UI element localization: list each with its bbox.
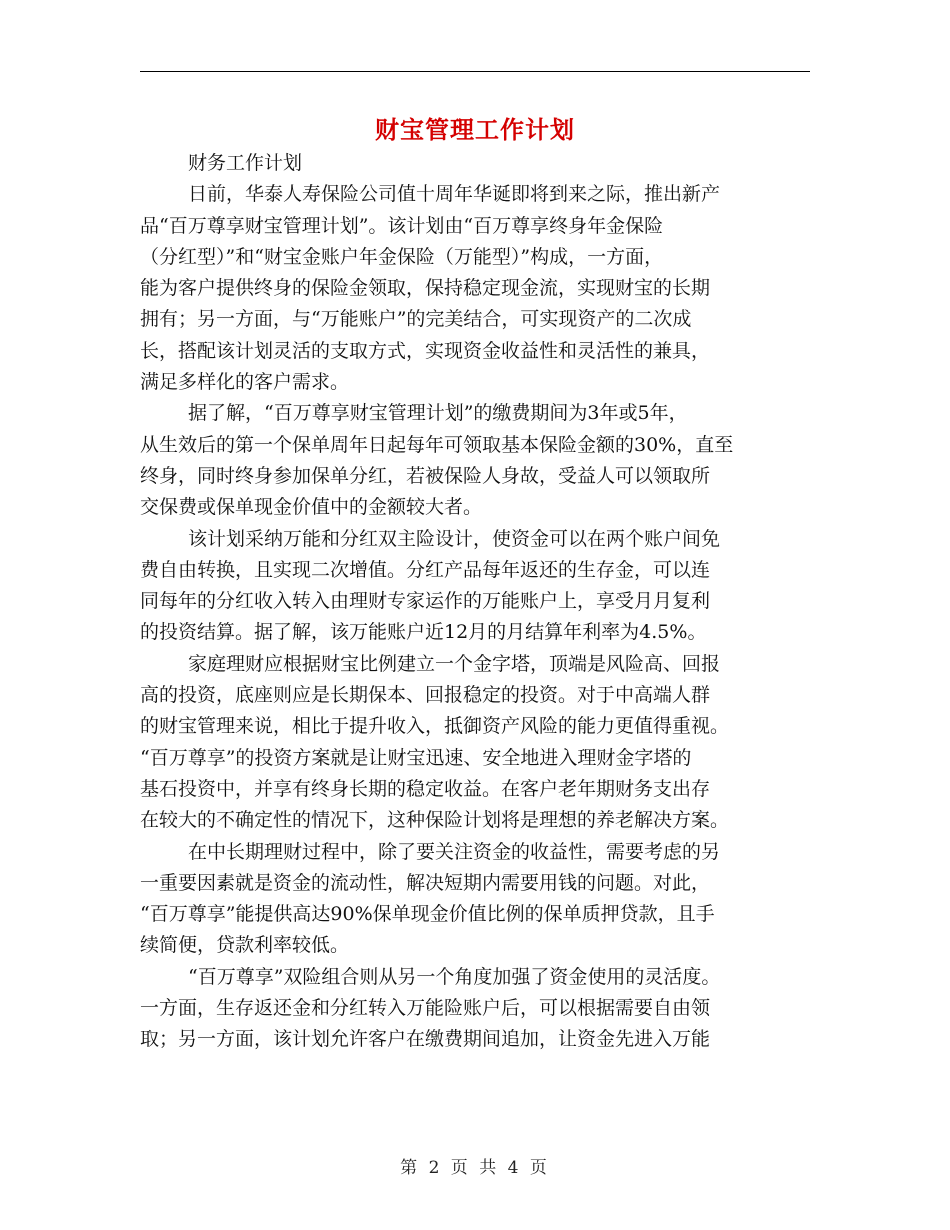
text-line: 据了解，“百万尊享财宝管理计划”的缴费期间为3年或5年， [188,402,688,425]
text-line: 同每年的分红收入转入由理财专家运作的万能账户上，享受月月复利 [140,590,711,613]
text-line: 一方面，生存返还金和分红转入万能险账户后，可以根据需要自由领 [140,997,711,1020]
document-body [140,148,810,1056]
text-line: “百万尊享”双险组合则从另一个角度加强了资金使用的灵活度。 [188,965,721,988]
text-line: 家庭理财应根据财宝比例建立一个金字塔，顶端是风险高、回报 [188,652,721,675]
text-line: 终身，同时终身参加保单分红，若被保险人身故，受益人可以领取所 [140,464,711,487]
document-title: 财宝管理工作计划 [375,115,575,144]
text-line: “百万尊享”的投资方案就是让财宝迅速、安全地进入理财金字塔的 [140,746,692,769]
text-line: 交保费或保单现金价值中的金额较大者。 [140,496,483,519]
text-line: 满足多样化的客户需求。 [140,371,350,394]
text-line: 在较大的不确定性的情况下，这种保险计划将是理想的养老解决方案。 [140,809,730,832]
text-line: 该计划采纳万能和分红双主险设计，使资金可以在两个账户间免 [188,527,721,550]
text-line: 的投资结算。据了解，该万能账户近12月的月结算年利率为4.5%。 [140,621,707,644]
text-line: 基石投资中，并享有终身长期的稳定收益。在客户老年期财务支出存 [140,777,711,800]
text-line: 费自由转换，且实现二次增值。分红产品每年返还的生存金，可以连 [140,558,711,581]
text-line: 高的投资，底座则应是长期保本、回报稳定的投资。对于中高端人群 [140,684,711,707]
text-line: “百万尊享”能提供高达90%保单现金价值比例的保单质押贷款，且手 [140,903,715,926]
text-line: 从生效后的第一个保单周年日起每年可领取基本保险金额的30%，直至 [140,433,734,456]
text-line: 拥有；另一方面，与“万能账户”的完美结合，可实现资产的二次成 [140,308,692,331]
page-number: 第 2 页 共 4 页 [400,1158,550,1178]
text-line: 财务工作计划 [188,152,303,174]
text-line: 在中长期理财过程中，除了要关注资金的收益性，需要考虑的另 [188,840,721,863]
text-line: 日前，华泰人寿保险公司值十周年华诞即将到来之际，推出新产 [188,183,721,206]
text-line: （分红型）”和“财宝金账户年金保险（万能型）”构成，一方面， [140,245,664,268]
text-line: 品“百万尊享财宝管理计划”。该计划由“百万尊享终身年金保险 [140,214,664,237]
text-line: 能为客户提供终身的保险金领取，保持稳定现金流，实现财宝的长期 [140,277,711,300]
text-line: 一重要因素就是资金的流动性，解决短期内需要用钱的问题。对此， [140,871,711,894]
text-line: 的财宝管理来说，相比于提升收入，抵御资产风险的能力更值得重视。 [140,715,730,738]
text-line: 续简便，贷款利率较低。 [140,934,350,957]
text-line: 取；另一方面，该计划允许客户在缴费期间追加，让资金先进入万能 [140,1028,711,1051]
text-line: 长，搭配该计划灵活的支取方式，实现资金收益性和灵活性的兼具， [140,339,711,362]
header-rule [140,71,810,72]
